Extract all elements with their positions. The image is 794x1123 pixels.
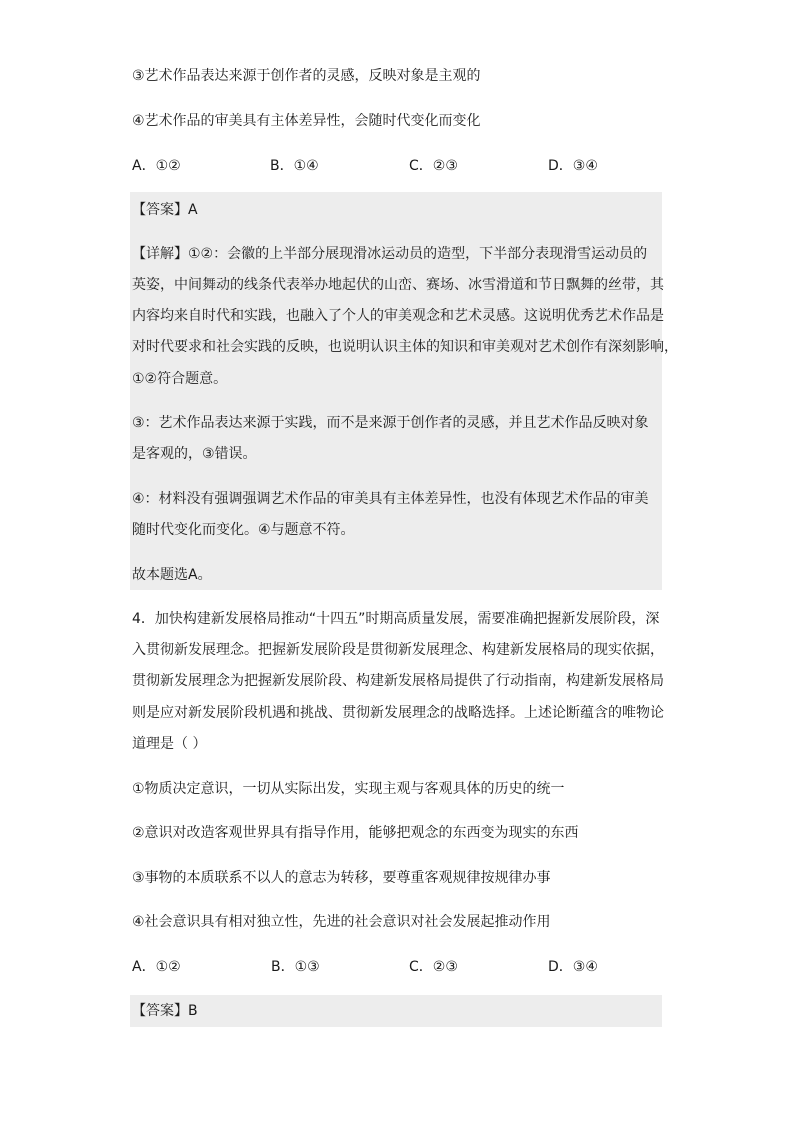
q4-option-d: D．③④ bbox=[548, 959, 598, 975]
q4-statement-4: ④社会意识具有相对独立性，先进的社会意识对社会发展起推动作用 bbox=[132, 914, 551, 930]
q4-stem-line: 贯彻新发展理念为把握新发展阶段、构建新发展格局提供了行动指南，构建新发展格局 bbox=[132, 673, 664, 689]
q3-answer: 【答案】A bbox=[132, 202, 198, 218]
q3-option-c: C．②③ bbox=[409, 158, 458, 174]
q4-option-c: C．②③ bbox=[409, 959, 458, 975]
q4-stem-line: 4．加快构建新发展格局推动“十四五”时期高质量发展，需要准确把握新发展阶段，深 bbox=[132, 611, 660, 627]
q3-detail3-line: ③：艺术作品表达来源于实践，而不是来源于创作者的灵感，并且艺术作品反映对象 bbox=[132, 415, 649, 431]
q3-conclusion: 故本题选A。 bbox=[132, 567, 212, 583]
q4-answer-block bbox=[130, 995, 662, 1027]
q3-detail4-line: ④：材料没有强调强调艺术作品的审美具有主体差异性，也没有体现艺术作品的审美 bbox=[132, 491, 649, 507]
q4-stem-line: 道理是（ ） bbox=[132, 736, 207, 752]
q4-option-b: B．①③ bbox=[271, 959, 320, 975]
q3-option-b: B．①④ bbox=[270, 158, 319, 174]
q3-detail3-line: 是客观的，③错误。 bbox=[132, 446, 257, 462]
q4-stem-line: 则是应对新发展阶段机遇和挑战、贯彻新发展理念的战略选择。上述论断蕴含的唯物论 bbox=[132, 705, 664, 721]
q3-statement-3: ③艺术作品表达来源于创作者的灵感，反映对象是主观的 bbox=[132, 68, 481, 84]
q3-detail-line: 内容均来自时代和实践，也融入了个人的审美观念和艺术灵感。这说明优秀艺术作品是 bbox=[132, 308, 664, 324]
q4-option-a: A．①② bbox=[132, 959, 181, 975]
q3-options bbox=[132, 156, 652, 176]
q3-detail-line: 英姿，中间舞动的线条代表举办地起伏的山峦、赛场、冰雪滑道和节日飘舞的丝带，其 bbox=[132, 277, 664, 293]
q3-option-d: D．③④ bbox=[548, 158, 598, 174]
q4-stem-line: 入贯彻新发展理念。把握新发展阶段是贯彻新发展理念、构建新发展格局的现实依据， bbox=[132, 642, 664, 658]
q3-option-a: A．①② bbox=[132, 158, 181, 174]
q3-detail-line: 【详解】①②：会徽的上半部分展现滑冰运动员的造型，下半部分表现滑雪运动员的 bbox=[132, 246, 648, 262]
q3-statement-4: ④艺术作品的审美具有主体差异性，会随时代变化而变化 bbox=[132, 113, 481, 129]
q3-detail-line: ①②符合题意。 bbox=[132, 371, 228, 387]
q4-options bbox=[132, 957, 652, 977]
q4-statement-2: ②意识对改造客观世界具有指导作用，能够把观念的东西变为现实的东西 bbox=[132, 825, 579, 841]
q4-statement-3: ③事物的本质联系不以人的意志为转移，要尊重客观规律按规律办事 bbox=[132, 870, 551, 886]
q4-statement-1: ①物质决定意识，一切从实际出发，实现主观与客观具体的历史的统一 bbox=[132, 781, 565, 797]
q3-detail4-line: 随时代变化而变化。④与题意不符。 bbox=[132, 522, 355, 538]
q4-answer: 【答案】B bbox=[132, 1003, 198, 1019]
q3-detail-line: 对时代要求和社会实践的反映，也说明认识主体的知识和审美观对艺术创作有深刻影响， bbox=[132, 339, 678, 355]
